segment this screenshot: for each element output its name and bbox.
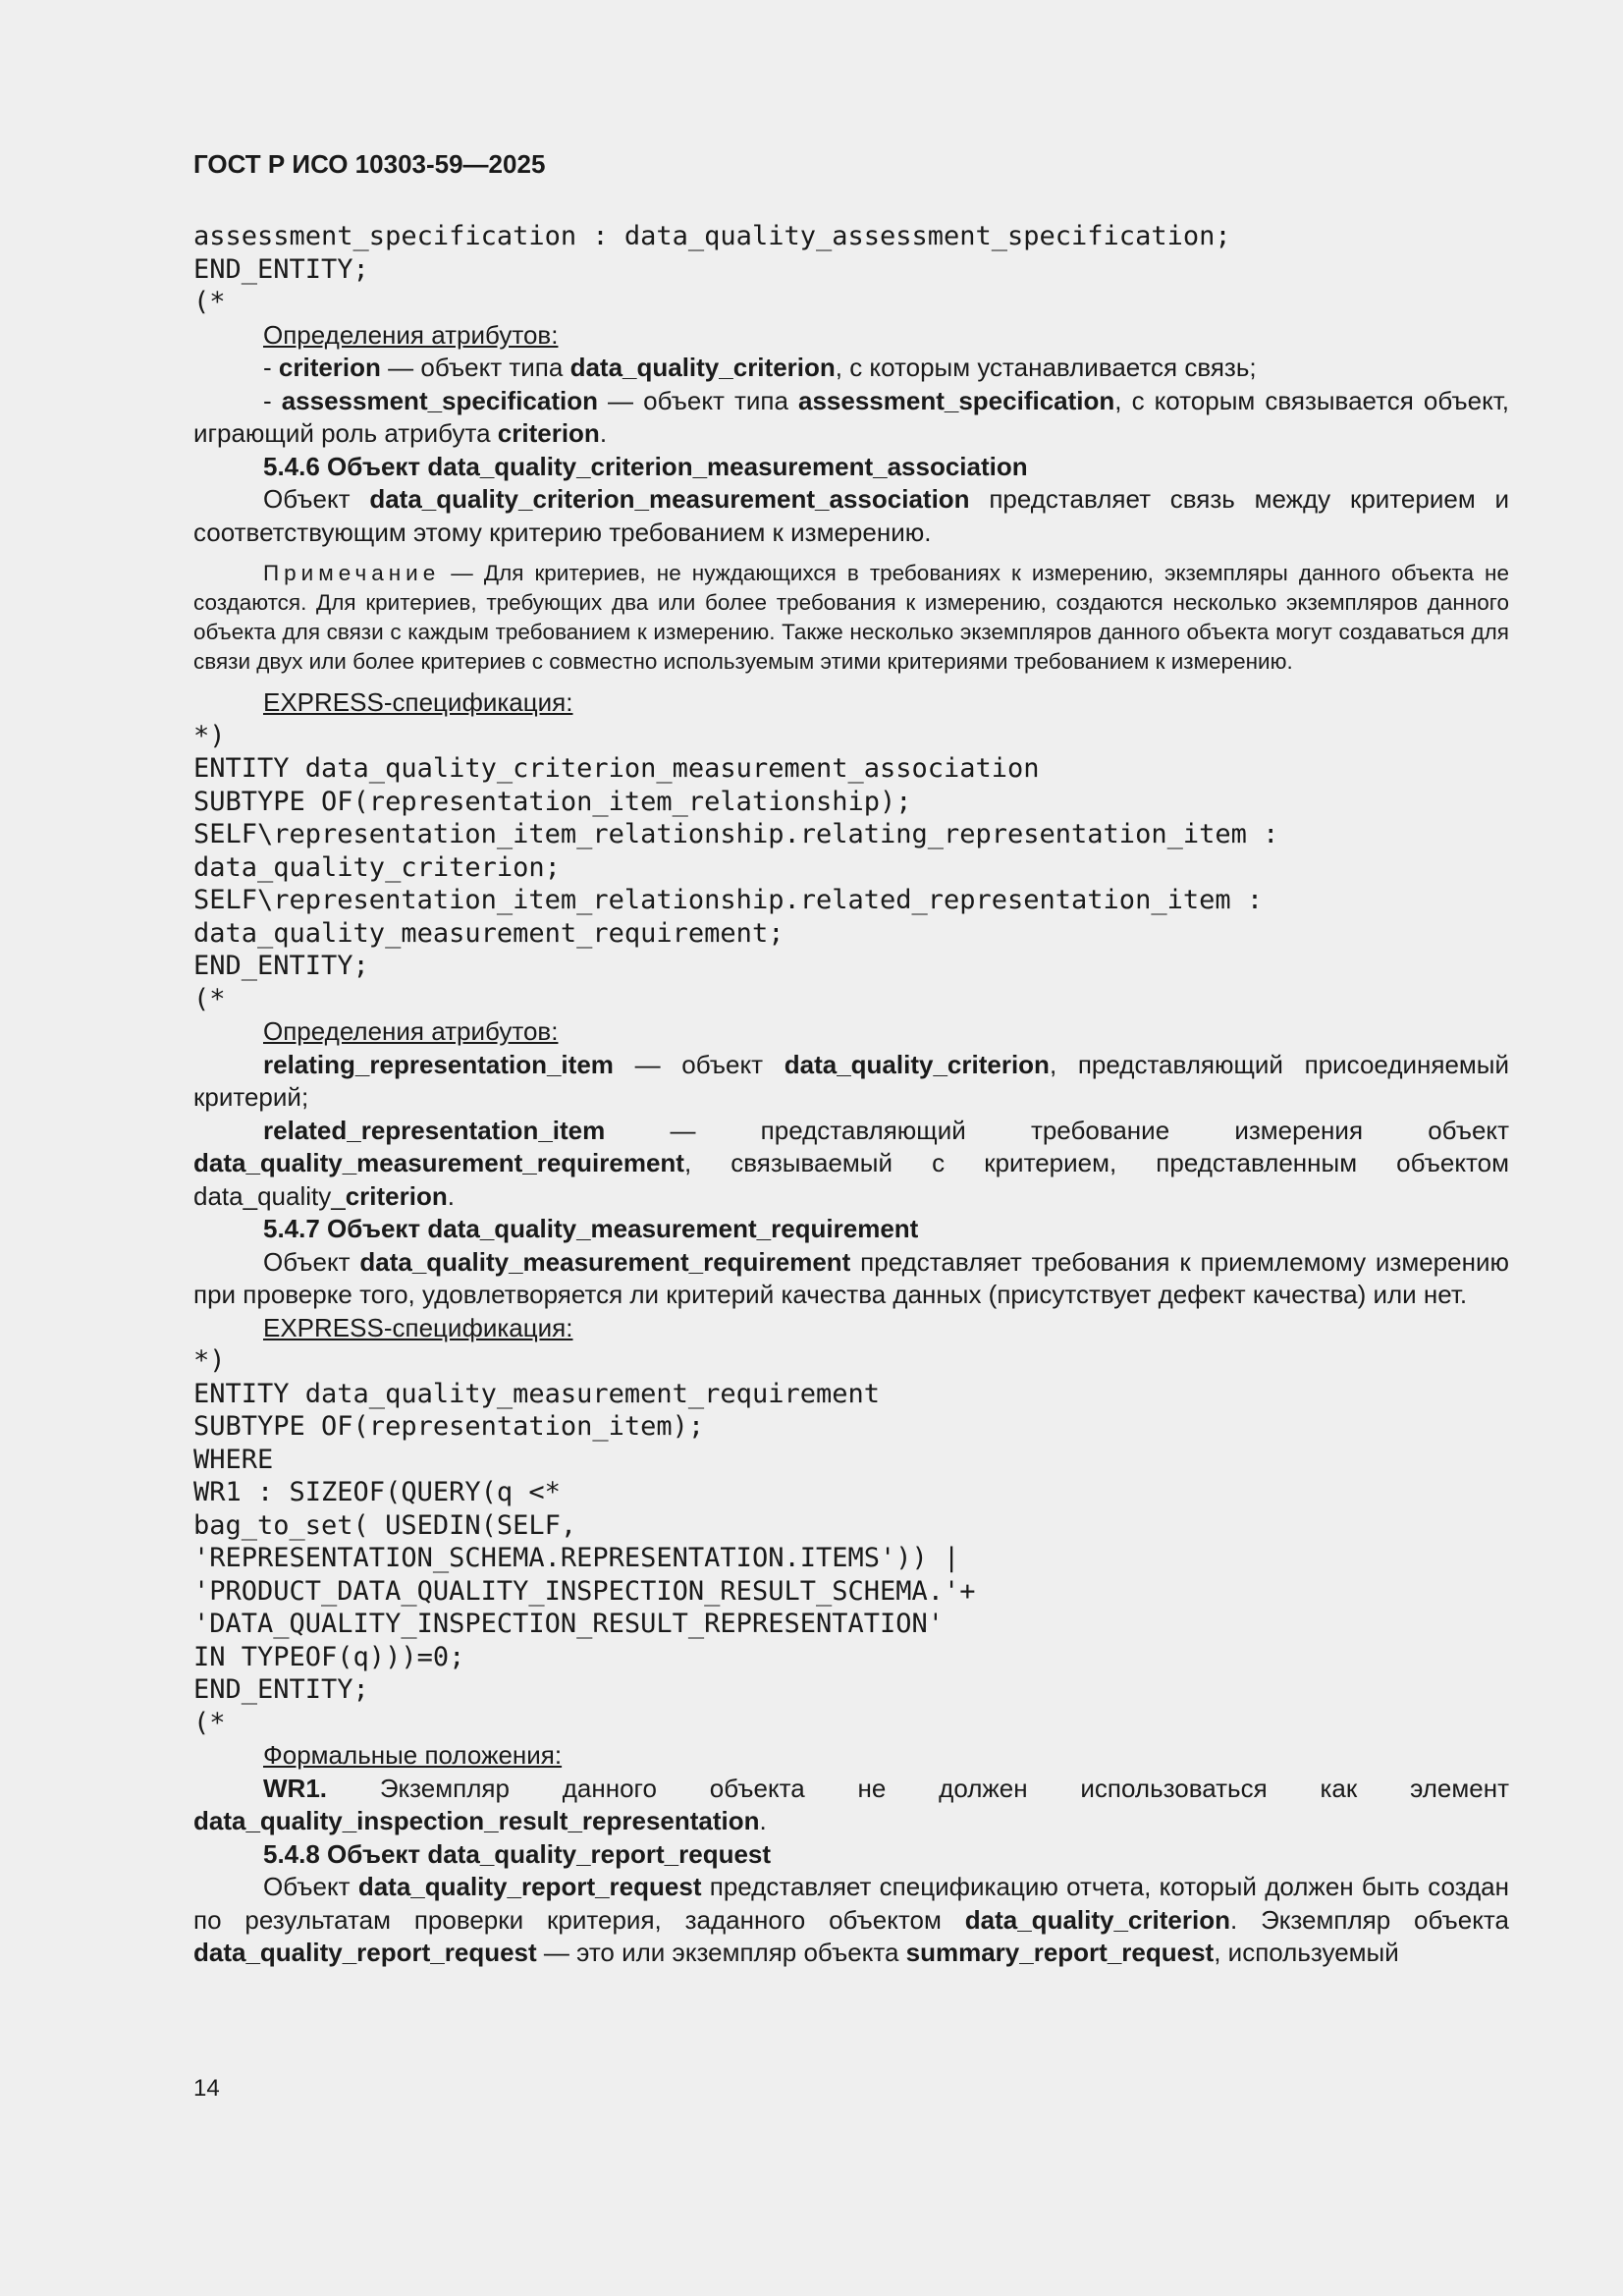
code-line: (* (193, 1707, 226, 1738)
attribute-definitions-heading: Определения атрибутов: (263, 319, 559, 350)
code-line: WHERE (193, 1444, 274, 1475)
express-spec-heading: EXPRESS-спецификация: (263, 687, 573, 717)
attribute-definitions-heading: Определения атрибутов: (263, 1016, 559, 1046)
standard-header: ГОСТ Р ИСО 10303-59—2025 (193, 149, 546, 179)
code-line: data_quality_criterion; (193, 851, 561, 883)
note: Примечание — Для критериев, не нуждающихся в требованиях к измерению, экземпляры данного объекта не создаются. Для критериев, требующих два или более требования к измерению, создаются несколько экземпляров данного объекта для связи с каждым требованием к измерению. Также несколько экземпляров данного объекта могут создаваться для связи двух или более критериев с совместно используемым этими критериями требованием к измерению. (193, 561, 1509, 674)
code-line: END_ENTITY; (193, 951, 369, 981)
code-line: bag_to_set( USEDIN(SELF, (193, 1509, 577, 1541)
code-line: data_quality_measurement_requirement; (193, 917, 784, 949)
attribute-definition: related_representation_item — представляющий требование измерения объект data_quality_measurement_requirement, связываемый с критерием, представленным объектом data_quality_criterion. (193, 1115, 1509, 1211)
code-line: (* (193, 287, 226, 317)
code-line: ENTITY data_quality_measurement_requirement (193, 1378, 880, 1409)
code-line: *) (193, 1345, 226, 1376)
code-line: 'REPRESENTATION_SCHEMA.REPRESENTATION.ITEMS')) | (193, 1543, 960, 1573)
section-heading-5-4-6: 5.4.6 Объект data_quality_criterion_measurement_association (263, 451, 1028, 481)
attribute-definition: - assessment_specification — объект типа assessment_specification, с которым связывается объект, играющий роль атрибута criterion. (193, 385, 1509, 448)
code-line: ENTITY data_quality_criterion_measurement_association (193, 753, 1040, 784)
code-line: END_ENTITY; (193, 1674, 369, 1705)
note-label: Примечание (263, 561, 441, 585)
code-line: (* (193, 983, 226, 1014)
attribute-definition: relating_representation_item — объект data_quality_criterion, представляющий присоединяемый критерий; (193, 1049, 1509, 1112)
code-line: *) (193, 720, 226, 751)
code-line: WR1 : SIZEOF(QUERY(q <* (193, 1477, 561, 1507)
section-heading-5-4-7: 5.4.7 Объект data_quality_measurement_requirement (263, 1214, 919, 1243)
code-line: 'PRODUCT_DATA_QUALITY_INSPECTION_RESULT_SCHEMA.'+ (193, 1575, 976, 1607)
express-code-block (193, 220, 1509, 319)
paragraph: Объект data_quality_measurement_requirement представляет требования к приемлемому измерению при проверке того, удовлетворяется ли критерий качества данных (присутствует дефект качества) или нет. (193, 1246, 1509, 1309)
code-line: 'DATA_QUALITY_INSPECTION_RESULT_REPRESENTATION' (193, 1609, 945, 1639)
section-heading-5-4-8: 5.4.8 Объект data_quality_report_request (263, 1838, 772, 1869)
express-code-block (193, 720, 1509, 1016)
formal-proposition: WR1. Экземпляр данного объекта не должен использоваться как элемент data_quality_inspection_result_representation. (193, 1773, 1509, 1835)
formal-propositions-heading: Формальные положения: (263, 1740, 563, 1770)
paragraph: Объект data_quality_criterion_measurement_association представляет связь между критерием и соответствующим этому критерию требованием к измерению. (193, 484, 1509, 547)
code-line: SELF\representation_item_relationship.relating_representation_item : (193, 819, 1279, 849)
code-line: assessment_specification : data_quality_assessment_specification; (193, 221, 1231, 251)
code-line: SUBTYPE OF(representation_item_relationship); (193, 786, 912, 817)
page-number: 14 (193, 2075, 220, 2102)
paragraph: Объект data_quality_report_request представляет спецификацию отчета, который должен быть создан по результатам проверки критерия, заданного объектом data_quality_criterion. Экземпляр объекта data_quality_report_request — это или экземпляр объекта summary_report_request, используемый (193, 1872, 1510, 1967)
attribute-definition: - criterion — объект типа data_quality_criterion, с которым устанавливается связь; (263, 353, 1257, 382)
code-line: SUBTYPE OF(representation_item); (193, 1411, 705, 1442)
express-spec-heading: EXPRESS-спецификация: (263, 1312, 573, 1342)
code-line: IN TYPEOF(q)))=0; (193, 1641, 465, 1672)
code-line: SELF\representation_item_relationship.related_representation_item : (193, 885, 1264, 915)
express-code-block (193, 1344, 1509, 1739)
document-page (193, 147, 1509, 1970)
code-line: END_ENTITY; (193, 253, 369, 285)
